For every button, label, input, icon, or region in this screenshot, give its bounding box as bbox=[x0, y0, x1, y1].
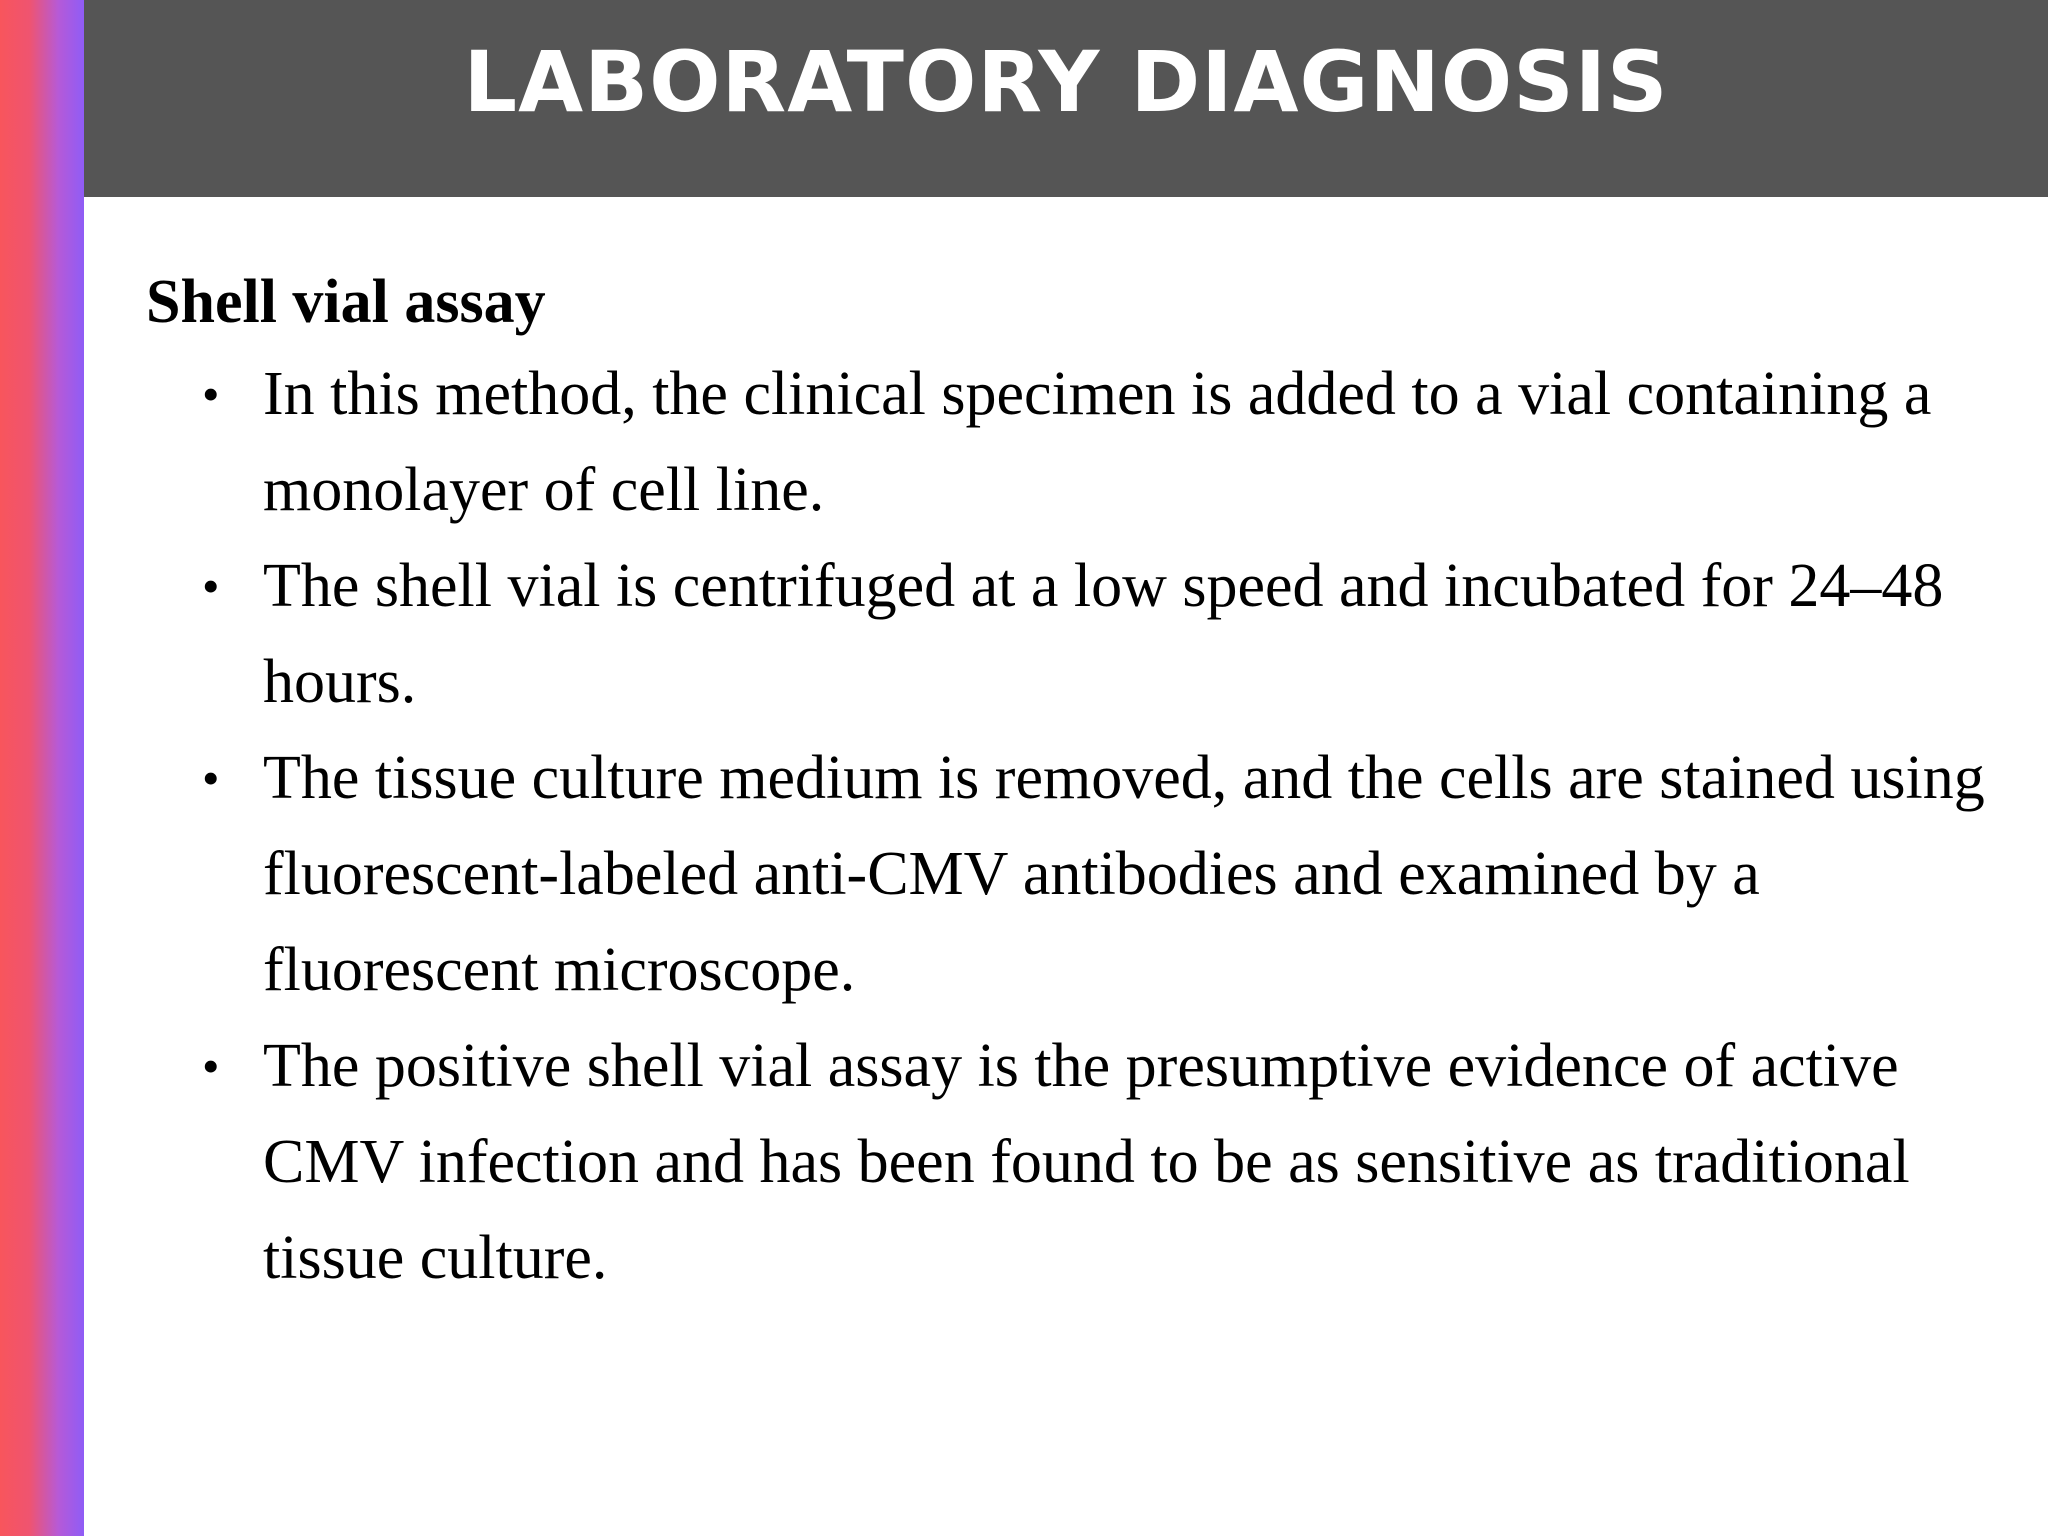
bullet-icon: • bbox=[202, 366, 220, 422]
list-item bbox=[146, 1018, 2006, 1306]
list-item bbox=[146, 346, 2006, 538]
bullet-text: The shell vial is centrifuged at a low speed and incubated for 24–48 hours. bbox=[263, 552, 1944, 716]
slide-content bbox=[146, 262, 2006, 1306]
slide-title: LABORATORY DIAGNOSIS bbox=[463, 32, 1669, 131]
side-gradient-stripe bbox=[0, 0, 84, 1536]
list-item bbox=[146, 538, 2006, 730]
bullet-icon: • bbox=[202, 1038, 220, 1094]
bullet-icon: • bbox=[202, 750, 220, 806]
title-banner bbox=[84, 0, 2048, 197]
bullet-text: The positive shell vial assay is the presumptive evidence of active CMV infection and has been found to be as sensitive as traditional tissue culture. bbox=[263, 1032, 1910, 1292]
section-heading: Shell vial assay bbox=[146, 268, 546, 336]
bullet-list bbox=[146, 346, 2006, 1306]
bullet-icon: • bbox=[202, 558, 220, 614]
bullet-text: The tissue culture medium is removed, and the cells are stained using fluorescent-labeled anti-CMV antibodies and examined by a fluorescent microscope. bbox=[263, 744, 1985, 1004]
bullet-text: In this method, the clinical specimen is added to a vial containing a monolayer of cell line. bbox=[263, 360, 1932, 524]
list-item bbox=[146, 730, 2006, 1018]
